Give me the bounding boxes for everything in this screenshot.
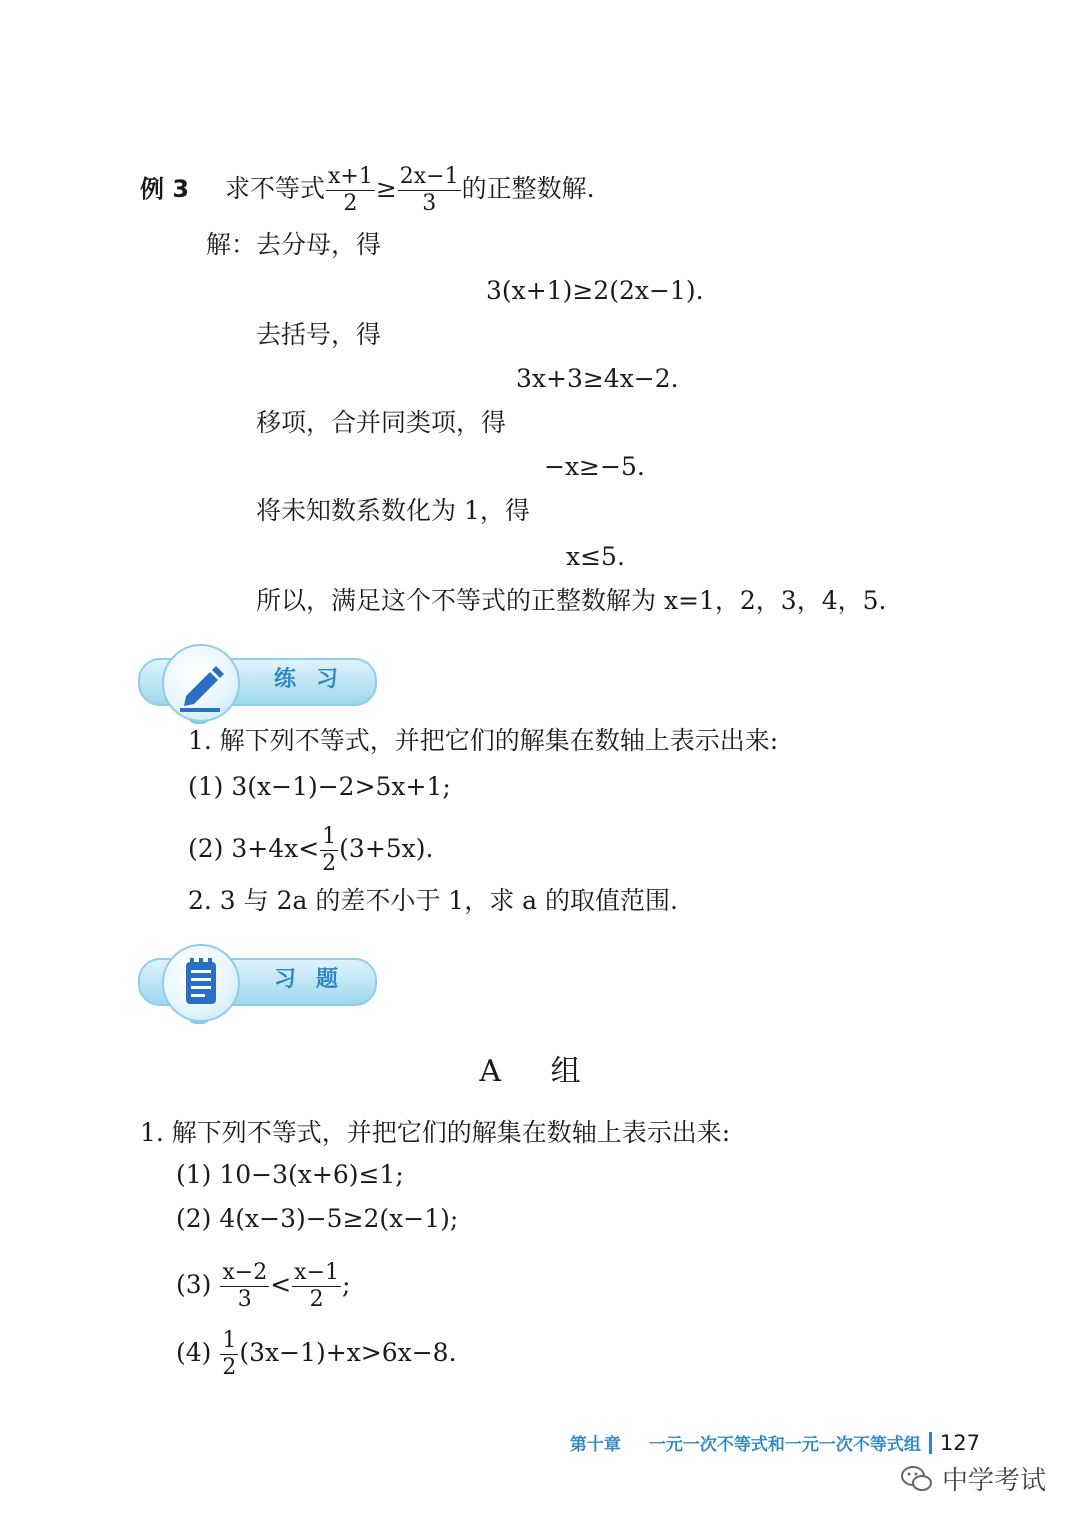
footer-separator (929, 1432, 932, 1454)
numerator: 1 (322, 824, 337, 849)
wechat-icon (900, 1464, 934, 1494)
subquestion-text: ; (342, 1270, 351, 1299)
numerator: x−2 (222, 1260, 268, 1285)
relation-sign: ≥ (375, 174, 397, 203)
page-number: 127 (939, 1430, 980, 1455)
solution-equation: 3x+3≥4x−2. (516, 364, 679, 393)
exercise-subquestion (176, 1262, 350, 1311)
banner-label: 练习 (273, 667, 358, 692)
denominator: 2 (322, 851, 337, 876)
denominator: 3 (237, 1287, 252, 1312)
fraction (220, 1330, 238, 1379)
example-label: 例 3 (140, 175, 190, 203)
watermark-text: 中学考试 (942, 1466, 1047, 1496)
fraction (220, 1262, 269, 1311)
subquestion-text: (2) 3+4x< (188, 834, 320, 863)
fraction (320, 826, 338, 875)
exercise-question: 1. 解下列不等式，并把它们的解集在数轴上表示出来: (140, 1118, 731, 1147)
practice-subquestion: (1) 3(x−1)−2>5x+1; (188, 772, 451, 801)
exercise-subquestion (176, 1330, 457, 1379)
practice-question: 2. 3 与 2a 的差不小于 1，求 a 的取值范围. (188, 886, 678, 915)
banner-circle (162, 644, 240, 722)
solution-equation: −x≥−5. (544, 452, 645, 481)
solution-step: 将未知数系数化为 1，得 (256, 496, 530, 525)
subquestion-text: (3x−1)+x>6x−8. (239, 1338, 457, 1367)
solution-step: 移项，合并同类项，得 (256, 408, 507, 437)
fraction (398, 166, 461, 215)
relation-sign: < (270, 1270, 292, 1299)
exercise-subquestion: (1) 10−3(x+6)≤1; (176, 1160, 404, 1189)
solution-step: 去括号，得 (256, 320, 382, 349)
denominator: 2 (343, 191, 358, 216)
page-footer (570, 1430, 980, 1455)
practice-question: 1. 解下列不等式，并把它们的解集在数轴上表示出来: (188, 726, 779, 755)
denominator: 2 (309, 1287, 324, 1312)
numerator: 2x−1 (399, 164, 459, 189)
exercise-subquestion: (2) 4(x−3)−5≥2(x−1); (176, 1204, 459, 1233)
solution-equation: 3(x+1)≥2(2x−1). (486, 276, 704, 305)
numerator: 1 (222, 1328, 237, 1353)
subquestion-text: (4) (176, 1338, 212, 1367)
chapter-title: 一元一次不等式和一元一次不等式组 (648, 1435, 921, 1455)
pencil-icon (164, 646, 238, 720)
subquestion-text: (3) (176, 1270, 212, 1299)
example-prompt-end: 的正整数解. (461, 174, 595, 203)
practice-subquestion (188, 826, 433, 875)
notepad-icon (164, 946, 238, 1020)
chapter-label: 第十章 (569, 1435, 621, 1455)
example-line (140, 166, 595, 215)
watermark (900, 1460, 1046, 1497)
solution-step: 解：去分母，得 (206, 230, 382, 259)
numerator: x−1 (294, 1260, 340, 1285)
fraction (326, 166, 375, 215)
denominator: 3 (422, 191, 437, 216)
solution-equation: x≤5. (566, 542, 625, 571)
fraction (292, 1262, 341, 1311)
example-prompt: 求不等式 (224, 174, 325, 203)
group-title: A 组 (479, 1054, 601, 1089)
denominator: 2 (222, 1355, 237, 1380)
numerator: x+1 (327, 164, 373, 189)
subquestion-text: (3+5x). (339, 834, 434, 863)
banner-circle (162, 944, 240, 1022)
solution-conclusion: 所以，满足这个不等式的正整数解为 x=1，2，3，4，5. (256, 586, 887, 615)
banner-label: 习题 (273, 967, 358, 992)
exercises-banner (138, 944, 378, 1024)
practice-banner (138, 644, 378, 724)
